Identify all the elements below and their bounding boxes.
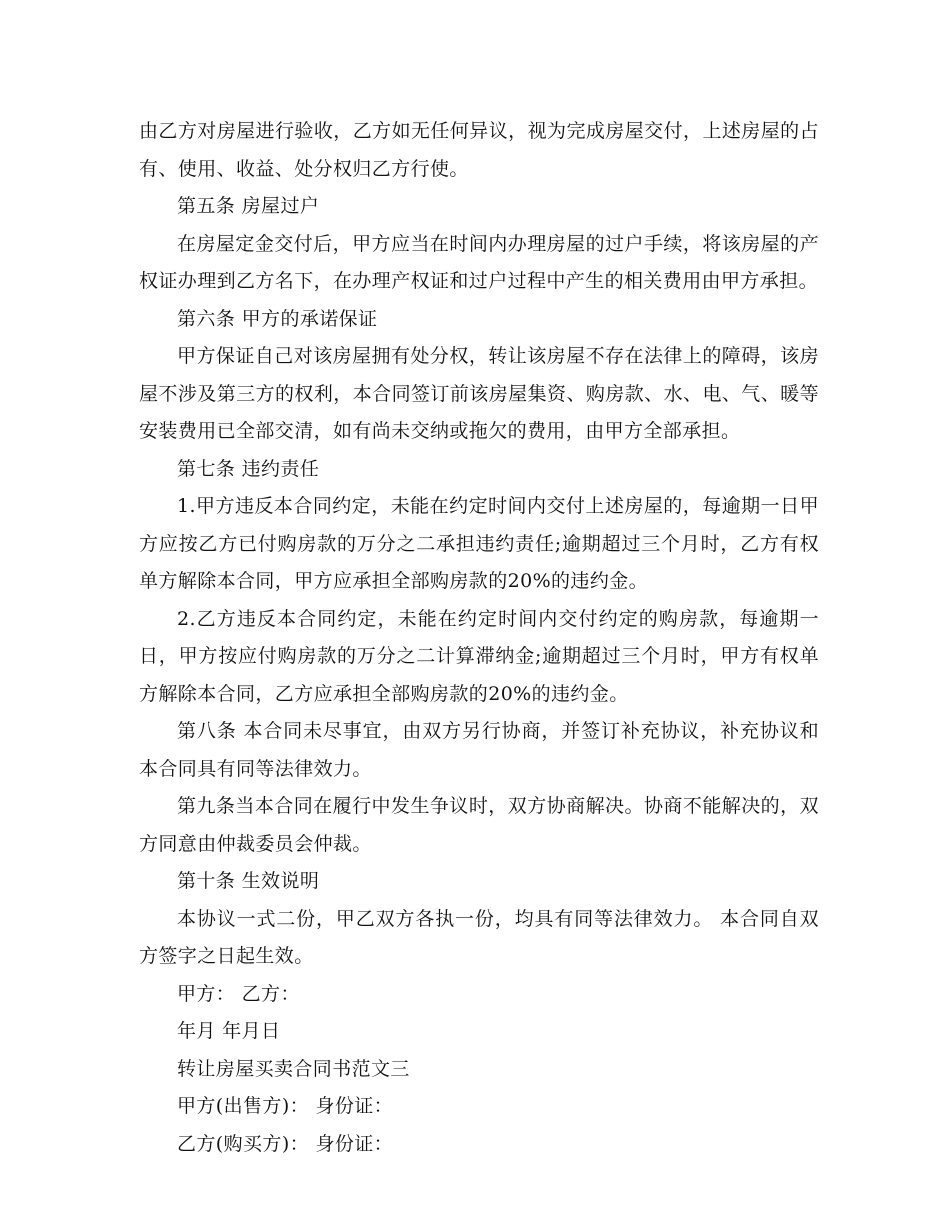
paragraph-continuation: 由乙方对房屋进行验收，乙方如无任何异议，视为完成房屋交付，上述房屋的占有、使用、收益、处分权归乙方行使。: [139, 120, 819, 180]
signature-dates: 年月 年月日: [177, 1020, 281, 1042]
article-5-heading: 第五条 房屋过户: [177, 195, 320, 217]
document-body: [139, 113, 819, 1163]
article-10-heading: 第十条 生效说明: [177, 870, 320, 892]
article-6-body: 甲方保证自己对该房屋拥有处分权，转让该房屋不存在法律上的障碍，该房屋不涉及第三方的权利，本合同签订前该房屋集资、购房款、水、电、气、暖等安装费用已全部交清，如有尚未交纳或拖欠的费用，由甲方全部承担。: [139, 345, 819, 442]
party-a-line: 甲方(出售方)： 身份证：: [177, 1095, 394, 1117]
signature-parties: 甲方： 乙方：: [177, 982, 300, 1005]
article-6-heading: 第六条 甲方的承诺保证: [177, 307, 378, 330]
article-8: 第八条 本合同未尽事宜，由双方另行协商，并签订补充协议，补充协议和本合同具有同等法律效力。: [139, 720, 819, 780]
party-b-line: 乙方(购买方)： 身份证：: [177, 1132, 394, 1155]
article-7-heading: 第七条 违约责任: [177, 457, 320, 480]
article-9: 第九条当本合同在履行中发生争议时，双方协商解决。协商不能解决的，双方同意由仲裁委员会仲裁。: [139, 795, 819, 855]
article-7-clause-2: 2.乙方违反本合同约定，未能在约定时间内交付约定的购房款，每逾期一日，甲方按应付购房款的万分之二计算滞纳金;逾期超过三个月时，甲方有权单方解除本合同，乙方应承担全部购房款的20%的违约金。: [139, 607, 819, 705]
article-7-clause-1: 1.甲方违反本合同约定，未能在约定时间内交付上述房屋的，每逾期一日甲方应按乙方已付购房款的万分之二承担违约责任;逾期超过三个月时，乙方有权单方解除本合同，甲方应承担全部购房款的20%的违约金。: [139, 495, 819, 592]
next-template-title: 转让房屋买卖合同书范文三: [177, 1057, 410, 1080]
article-5-body: 在房屋定金交付后，甲方应当在时间内办理房屋的过户手续，将该房屋的产权证办理到乙方名下，在办理产权证和过户过程中产生的相关费用由甲方承担。: [139, 232, 819, 292]
article-10-body: 本协议一式二份，甲乙双方各执一份，均具有同等法律效力。 本合同自双方签字之日起生效。: [139, 907, 819, 967]
